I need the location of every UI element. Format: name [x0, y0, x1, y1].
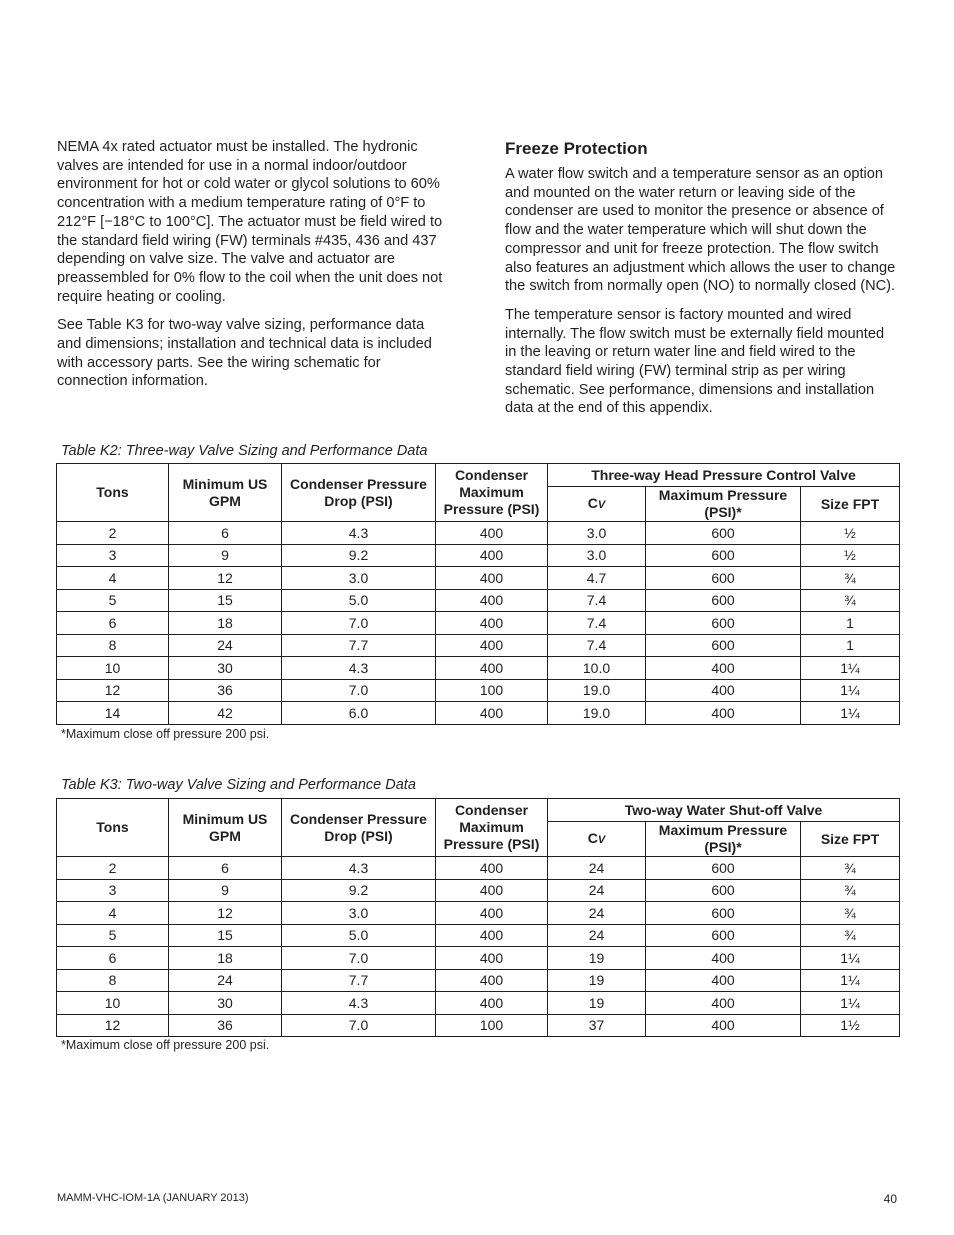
- table-cell: 4.3: [282, 857, 436, 880]
- header-min-gpm: Minimum US GPM: [169, 799, 282, 857]
- table-cell: 400: [646, 1014, 801, 1037]
- table-cell: 400: [436, 634, 548, 657]
- table-body: [57, 522, 900, 725]
- table-cell: 30: [169, 992, 282, 1015]
- table-cell: 19: [548, 947, 646, 970]
- table-cell: 400: [436, 947, 548, 970]
- table-row: [57, 634, 900, 657]
- table-cell: 18: [169, 947, 282, 970]
- table-cell: 400: [436, 544, 548, 567]
- table-cell: 1¼: [801, 947, 900, 970]
- table-cell: 600: [646, 567, 801, 590]
- header-cv: [548, 822, 646, 857]
- table-cell: 14: [57, 702, 169, 725]
- table-cell: 9.2: [282, 879, 436, 902]
- table-cell: ¾: [801, 924, 900, 947]
- table-cell: 7.4: [548, 589, 646, 612]
- table-cell: 10: [57, 992, 169, 1015]
- table-cell: 400: [646, 969, 801, 992]
- table-cell: 100: [436, 679, 548, 702]
- table-cell: 12: [57, 679, 169, 702]
- table-cell: ½: [801, 544, 900, 567]
- table-cell: ¾: [801, 902, 900, 925]
- table-cell: 6.0: [282, 702, 436, 725]
- header-cv: [548, 487, 646, 522]
- table-row: [57, 612, 900, 635]
- table-row: [57, 589, 900, 612]
- table-cell: 19: [548, 992, 646, 1015]
- table-cell: 400: [436, 879, 548, 902]
- table-cell: 18: [169, 612, 282, 635]
- table-cell: 400: [436, 857, 548, 880]
- table-row: [57, 567, 900, 590]
- table-cell: 10.0: [548, 657, 646, 680]
- header-size: Size FPT: [801, 822, 900, 857]
- table-cell: ¾: [801, 857, 900, 880]
- table-cell: 7.7: [282, 969, 436, 992]
- header-valve-group: Three-way Head Pressure Control Valve: [548, 464, 900, 487]
- left-column: [57, 138, 449, 391]
- table-cell: 400: [436, 702, 548, 725]
- table-cell: 19.0: [548, 679, 646, 702]
- table-cell: 3: [57, 544, 169, 567]
- table-cell: 1¼: [801, 969, 900, 992]
- cv-label: C: [587, 494, 598, 511]
- header-min-gpm: Minimum US GPM: [169, 464, 282, 522]
- table-cell: 1¼: [801, 992, 900, 1015]
- cv-subscript: V: [597, 833, 606, 846]
- paragraph: See Table K3 for two-way valve sizing, performance data and dimensions; installation and technical data is included with accessory parts. See the wiring schematic for connection information.: [57, 317, 432, 390]
- table-cell: 7.7: [282, 634, 436, 657]
- table-cell: 5.0: [282, 924, 436, 947]
- table-cell: 24: [548, 902, 646, 925]
- table-row: [57, 969, 900, 992]
- header-size: Size FPT: [801, 487, 900, 522]
- table-cell: 2: [57, 522, 169, 545]
- table-cell: 1½: [801, 1014, 900, 1037]
- table-row: [57, 544, 900, 567]
- header-valve-group: Two-way Water Shut-off Valve: [548, 799, 900, 822]
- table-row: [57, 679, 900, 702]
- table-cell: 400: [646, 679, 801, 702]
- table-cell: 400: [436, 657, 548, 680]
- header-pressure-drop: Condenser Pressure Drop (PSI): [282, 464, 436, 522]
- valve-table-k2: [56, 463, 900, 725]
- table-cell: 42: [169, 702, 282, 725]
- table-row: [57, 902, 900, 925]
- table-row: [57, 924, 900, 947]
- table-cell: 6: [169, 522, 282, 545]
- table-cell: 12: [57, 1014, 169, 1037]
- table-row: [57, 879, 900, 902]
- table-cell: 10: [57, 657, 169, 680]
- table-cell: 3.0: [548, 522, 646, 545]
- table-cell: 4: [57, 567, 169, 590]
- table-cell: 600: [646, 589, 801, 612]
- header-pressure-drop: Condenser Pressure Drop (PSI): [282, 799, 436, 857]
- table-cell: 9.2: [282, 544, 436, 567]
- paragraph: A water flow switch and a temperature sensor as an option and mounted on the water return or leaving side of the condenser are used to monitor the presence or absence of flow and the water temperature which will shut down the compressor and unit for freeze protection. The flow switch also features an adjustment which allows the user to change the switch from normally open (NO) to normally closed (NC).: [505, 166, 896, 295]
- header-tons: Tons: [57, 799, 169, 857]
- table-cell: 400: [436, 902, 548, 925]
- table-cell: 400: [436, 612, 548, 635]
- table-cell: 7.4: [548, 612, 646, 635]
- header-tons: Tons: [57, 464, 169, 522]
- table-row: [57, 947, 900, 970]
- table-cell: 37: [548, 1014, 646, 1037]
- table-cell: ¾: [801, 589, 900, 612]
- table-cell: 400: [646, 992, 801, 1015]
- table-cell: 4.7: [548, 567, 646, 590]
- table-cell: ½: [801, 522, 900, 545]
- cv-label: C: [587, 829, 598, 846]
- table-cell: 7.0: [282, 947, 436, 970]
- table-cell: 400: [436, 522, 548, 545]
- table-cell: 400: [436, 969, 548, 992]
- table-row: [57, 657, 900, 680]
- valve-table-k3: [56, 798, 900, 1037]
- table-cell: 1¼: [801, 657, 900, 680]
- table-cell: 4.3: [282, 992, 436, 1015]
- section-heading: Freeze Protection: [505, 139, 648, 158]
- table-cell: 3.0: [282, 902, 436, 925]
- table-footnote: *Maximum close off pressure 200 psi.: [61, 727, 270, 741]
- table-cell: 1¼: [801, 702, 900, 725]
- table-cell: 19.0: [548, 702, 646, 725]
- table-cell: 4.3: [282, 522, 436, 545]
- table-row: [57, 1014, 900, 1037]
- table-body: [57, 857, 900, 1037]
- table-cell: 1: [801, 612, 900, 635]
- table-cell: 19: [548, 969, 646, 992]
- table-cell: 400: [436, 924, 548, 947]
- table-cell: 5: [57, 589, 169, 612]
- table-cell: 600: [646, 634, 801, 657]
- table-cell: 6: [57, 612, 169, 635]
- table-cell: 24: [169, 634, 282, 657]
- table-cell: 5.0: [282, 589, 436, 612]
- table-cell: 1: [801, 634, 900, 657]
- table-caption: Table K2: Three-way Valve Sizing and Performance Data: [61, 443, 428, 459]
- table-cell: ¾: [801, 567, 900, 590]
- table-cell: 24: [548, 857, 646, 880]
- table-cell: 400: [436, 567, 548, 590]
- right-column: [505, 138, 897, 418]
- table-cell: 12: [169, 902, 282, 925]
- table-cell: 6: [57, 947, 169, 970]
- table-cell: ¾: [801, 879, 900, 902]
- table-cell: 4: [57, 902, 169, 925]
- table-cell: 2: [57, 857, 169, 880]
- table-cell: 400: [436, 589, 548, 612]
- page-number: 40: [883, 1192, 897, 1206]
- table-cell: 5: [57, 924, 169, 947]
- table-cell: 8: [57, 634, 169, 657]
- table-cell: 15: [169, 924, 282, 947]
- table-cell: 36: [169, 679, 282, 702]
- table-cell: 7.0: [282, 679, 436, 702]
- table-cell: 600: [646, 924, 801, 947]
- table-row: [57, 522, 900, 545]
- table-row: [57, 702, 900, 725]
- table-cell: 7.4: [548, 634, 646, 657]
- table-cell: 3.0: [282, 567, 436, 590]
- table-cell: 6: [169, 857, 282, 880]
- table-cell: 600: [646, 902, 801, 925]
- table-footnote: *Maximum close off pressure 200 psi.: [61, 1038, 270, 1052]
- table-cell: 36: [169, 1014, 282, 1037]
- header-valve-max-pressure: Maximum Pressure (PSI)*: [646, 822, 801, 857]
- table-caption: Table K3: Two-way Valve Sizing and Performance Data: [61, 777, 416, 793]
- footer-document-id: MAMM-VHC-IOM-1A (JANUARY 2013): [57, 1192, 249, 1204]
- table-cell: 3.0: [548, 544, 646, 567]
- table-cell: 7.0: [282, 612, 436, 635]
- table-cell: 4.3: [282, 657, 436, 680]
- header-max-pressure: Condenser Maximum Pressure (PSI): [436, 799, 548, 857]
- table-cell: 12: [169, 567, 282, 590]
- table-cell: 400: [646, 657, 801, 680]
- table-cell: 600: [646, 522, 801, 545]
- table-row: [57, 857, 900, 880]
- header-valve-max-pressure: Maximum Pressure (PSI)*: [646, 487, 801, 522]
- table-cell: 1¼: [801, 679, 900, 702]
- table-cell: 600: [646, 544, 801, 567]
- table-cell: 8: [57, 969, 169, 992]
- table-cell: 400: [646, 947, 801, 970]
- table-cell: 24: [548, 879, 646, 902]
- table-cell: 400: [436, 992, 548, 1015]
- table-cell: 600: [646, 612, 801, 635]
- table-cell: 7.0: [282, 1014, 436, 1037]
- paragraph: The temperature sensor is factory mounted and wired internally. The flow switch must be externally field mounted in the leaving or return water line and field wired to the standard field wiring (FW) terminal strip as per wiring schematic. See performance, dimensions and installation data at the end of this appendix.: [505, 306, 885, 417]
- header-max-pressure: Condenser Maximum Pressure (PSI): [436, 464, 548, 522]
- table-row: [57, 992, 900, 1015]
- table-cell: 600: [646, 879, 801, 902]
- table-cell: 24: [548, 924, 646, 947]
- paragraph: NEMA 4x rated actuator must be installed. The hydronic valves are intended for use in a normal indoor/outdoor environment for hot or cold water or glycol solutions to 60% concentration with a medium temperature rating of 0°F to 212°F [−18°C to 100°C]. The actuator must be field wired to the standard field wiring (FW) terminals #435, 436 and 437 depending on valve size. The valve and actuator are preassembled for 0% flow to the coil when the unit does not require heating or cooling.: [57, 139, 443, 305]
- table-cell: 100: [436, 1014, 548, 1037]
- table-cell: 9: [169, 544, 282, 567]
- table-cell: 15: [169, 589, 282, 612]
- table-cell: 9: [169, 879, 282, 902]
- cv-subscript: V: [597, 498, 606, 511]
- table-cell: 600: [646, 857, 801, 880]
- table-cell: 24: [169, 969, 282, 992]
- table-cell: 3: [57, 879, 169, 902]
- table-cell: 400: [646, 702, 801, 725]
- table-cell: 30: [169, 657, 282, 680]
